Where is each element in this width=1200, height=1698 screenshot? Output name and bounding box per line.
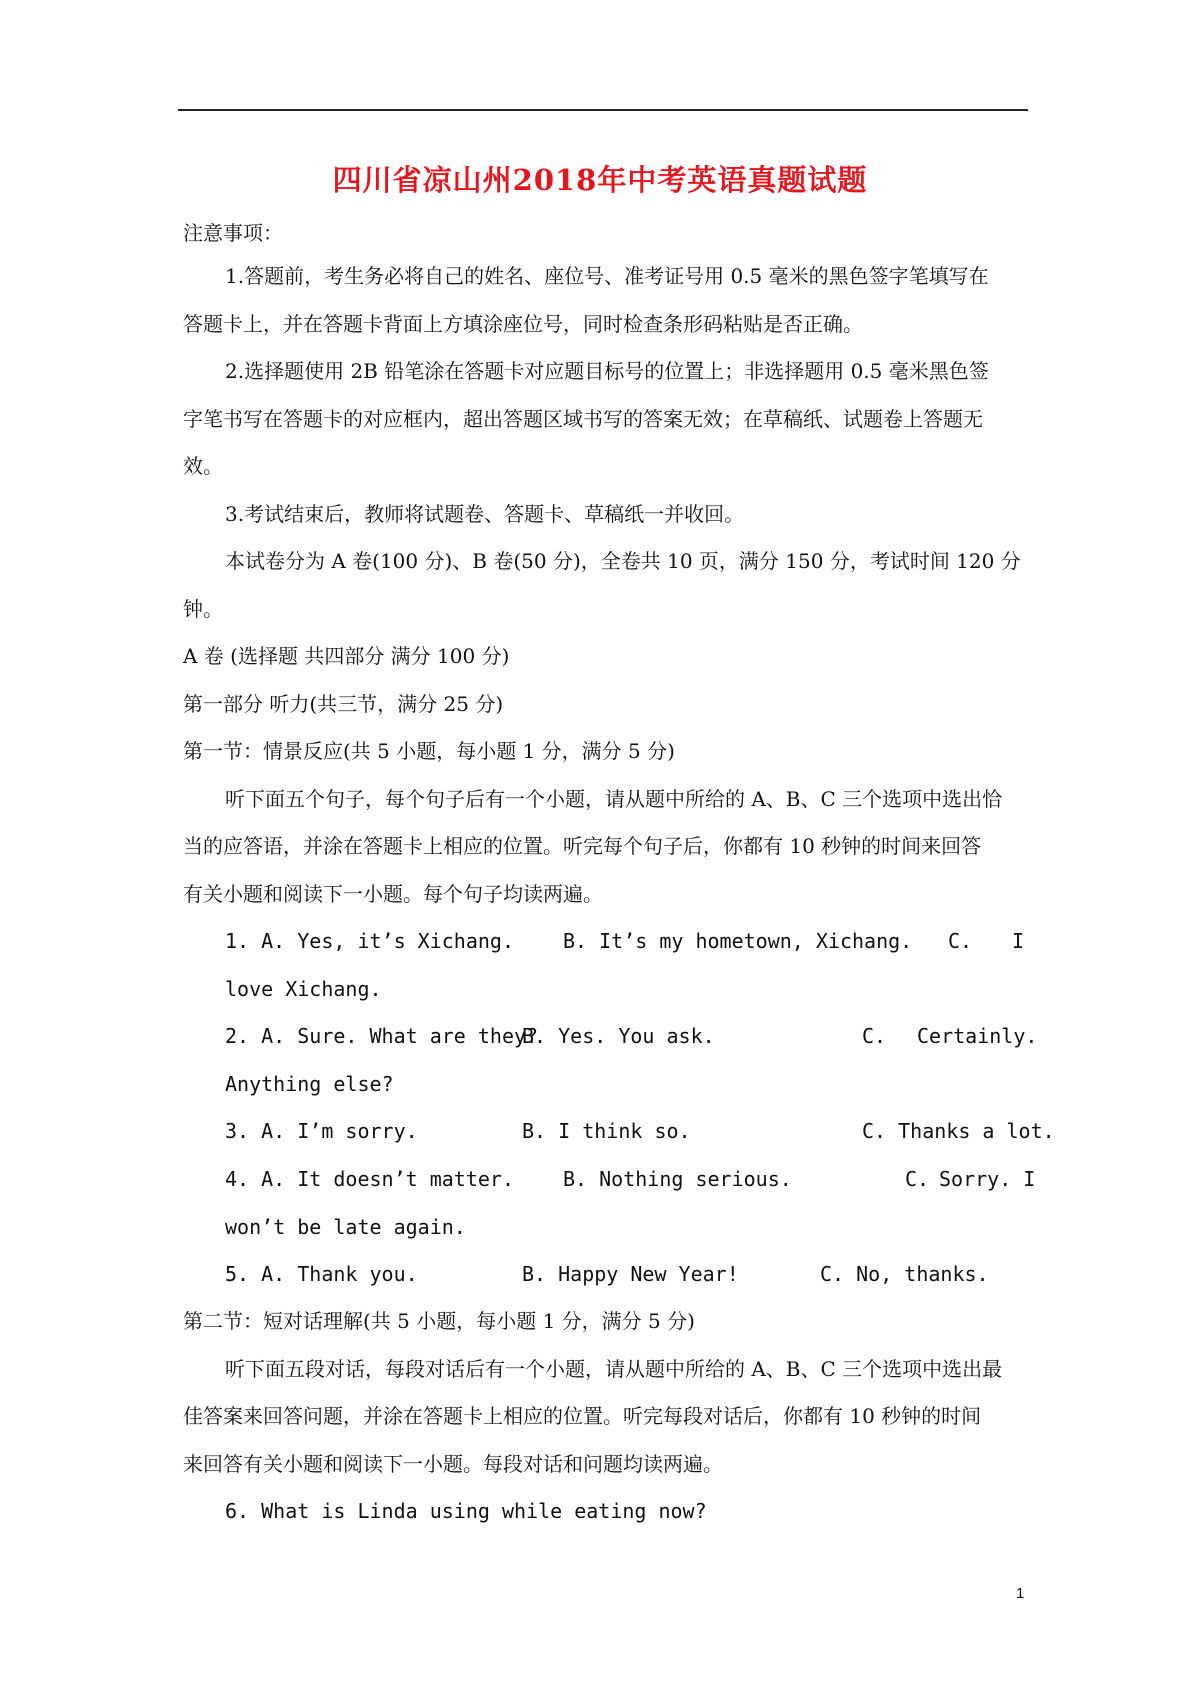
q4-option-c-continued: won’t be late again. (225, 1215, 466, 1239)
q4-option-b: B. Nothing serious. (563, 1167, 792, 1191)
section1-instructions-line-2: 当的应答语，并涂在答题卡上相应的位置。听完每个句子后，你都有 10 秒钟的时间来回答 (183, 834, 982, 858)
notice-heading: 注意事项： (183, 221, 283, 245)
volume-a-heading: A 卷 (选择题 共四部分 满分 100 分) (183, 644, 510, 668)
q2-option-a: 2. A. Sure. What are they? (225, 1024, 539, 1048)
q5-option-b: B. Happy New Year! (522, 1262, 739, 1286)
q1-option-c-continued: love Xichang. (225, 977, 382, 1001)
q1-option-c-label: C. (948, 929, 973, 953)
section2-instructions-line-1: 听下面五段对话，每段对话后有一个小题，请从题中所给的 A、B、C 三个选项中选出最 (225, 1357, 1003, 1381)
notice-2-line-1: 2.选择题使用 2B 铅笔涂在答题卡对应题目标号的位置上；非选择题用 0.5 毫米黑色签 (225, 359, 989, 383)
section1-heading: 第一节：情景反应(共 5 小题，每小题 1 分，满分 5 分) (183, 739, 675, 763)
q3-option-b: B. I think so. (522, 1119, 691, 1143)
section2-heading: 第二节：短对话理解(共 5 小题，每小题 1 分，满分 5 分) (183, 1309, 695, 1333)
q2-option-b: B. Yes. You ask. (522, 1024, 715, 1048)
q2-option-c-continued: Anything else? (225, 1072, 394, 1096)
q4-option-c-text: Sorry. I (939, 1167, 1036, 1191)
q6-question: 6. What is Linda using while eating now? (225, 1499, 707, 1523)
q3-option-a: 3. A. I’m sorry. (225, 1119, 418, 1143)
notice-1-line-2: 答题卡上，并在答题卡背面上方填涂座位号，同时检查条形码粘贴是否正确。 (183, 312, 863, 336)
notice-2-line-2: 字笔书写在答题卡的对应框内，超出答题区域书写的答案无效；在草稿纸、试题卷上答题无 (183, 407, 983, 431)
section2-instructions-line-2: 佳答案来回答问题，并涂在答题卡上相应的位置。听完每段对话后，你都有 10 秒钟的时间 (183, 1404, 982, 1428)
q5-option-a: 5. A. Thank you. (225, 1262, 418, 1286)
part1-heading: 第一部分 听力(共三节，满分 25 分) (183, 692, 504, 716)
notice-3-line-1: 3.考试结束后，教师将试题卷、答题卡、草稿纸一并收回。 (225, 502, 745, 526)
q1-option-a: 1. A. Yes, it’s Xichang. (225, 929, 514, 953)
notice-2-line-3: 效。 (183, 454, 223, 478)
q5-option-c: C. No, thanks. (820, 1262, 989, 1286)
q1-option-b: B. It’s my hometown, Xichang. (563, 929, 913, 953)
page-title: 四川省凉山州2018年中考英语真题试题 (332, 163, 868, 197)
page-number: 1 (1016, 1585, 1025, 1602)
q2-option-c-label: C. (862, 1024, 887, 1048)
header-rule (178, 109, 1028, 111)
notice-1-line-1: 1.答题前，考生务必将自己的姓名、座位号、准考证号用 0.5 毫米的黑色签字笔填写在 (225, 264, 989, 288)
section1-instructions-line-3: 有关小题和阅读下一小题。每个句子均读两遍。 (183, 882, 603, 906)
paper-info-line-1: 本试卷分为 A 卷(100 分)、B 卷(50 分)，全卷共 10 页，满分 150 分，考试时间 120 分 (225, 549, 1021, 573)
q3-option-c: C. Thanks a lot. (862, 1119, 1055, 1143)
section1-instructions-line-1: 听下面五个句子，每个句子后有一个小题，请从题中所给的 A、B、C 三个选项中选出恰 (225, 787, 1003, 811)
section2-instructions-line-3: 来回答有关小题和阅读下一小题。每段对话和问题均读两遍。 (183, 1452, 723, 1476)
q1-option-c-text: I (1012, 929, 1025, 953)
q4-option-c-label: C. (905, 1167, 930, 1191)
paper-info-line-2: 钟。 (183, 597, 223, 621)
q4-option-a: 4. A. It doesn’t matter. (225, 1167, 514, 1191)
q2-option-c-text: Certainly. (917, 1024, 1038, 1048)
